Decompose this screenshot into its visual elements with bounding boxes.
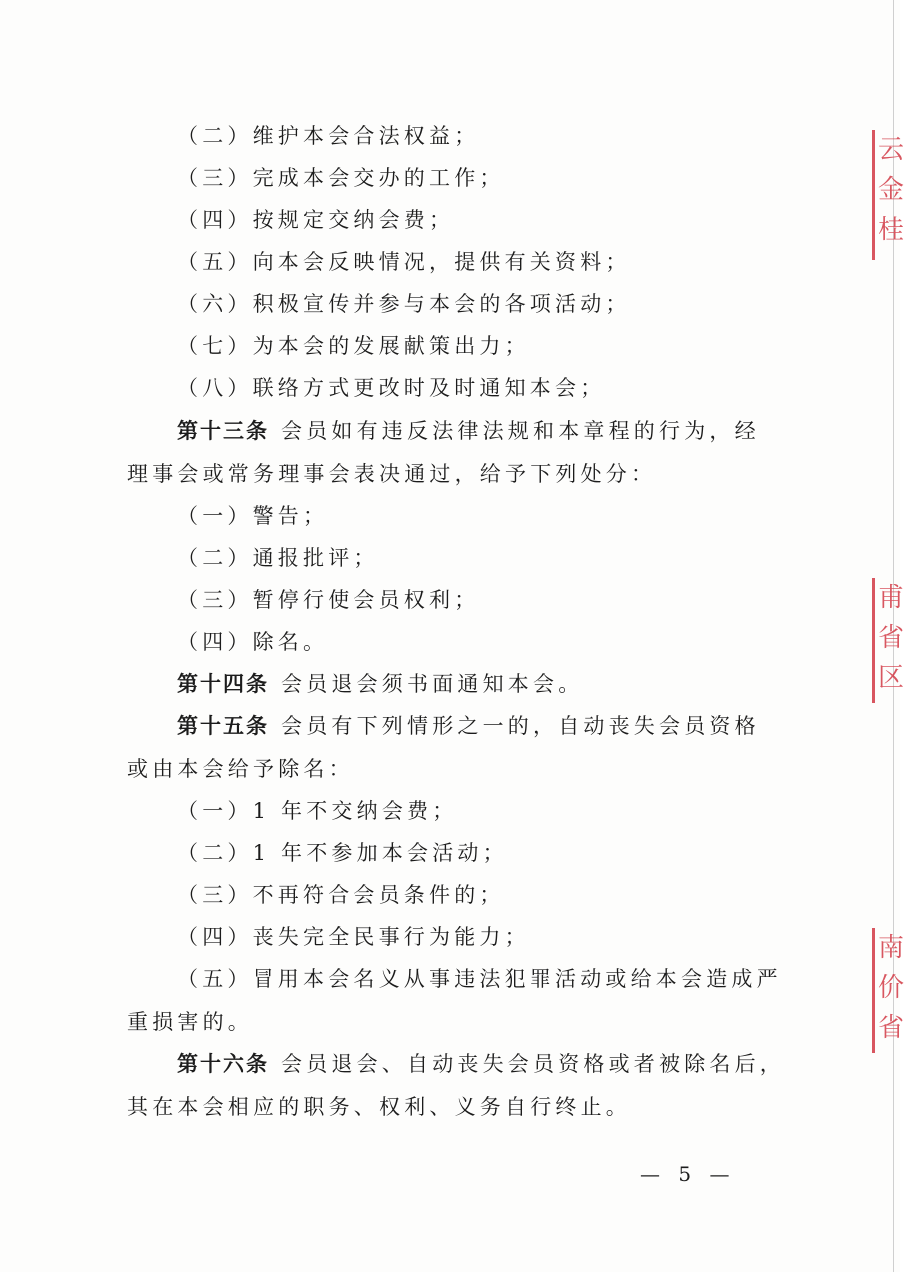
article-15-line-2: 或由本会给予除名： [127,757,354,781]
seal-fragment-bottom [872,928,903,1053]
loss-item-4: （四）丧失完全民事行为能力； [177,925,530,949]
loss-item-2: （二）1 年不参加本会活动； [177,841,508,865]
article-13-line-1 [177,417,760,445]
duty-item-2: （二）维护本会合法权益； [177,124,480,148]
article-14-text-1: 会员退会须书面通知本会。 [281,672,584,696]
article-16-line-1 [177,1050,785,1078]
seal-char: 桂 [877,215,904,245]
article-13-text-1: 会员如有违反法律法规和本章程的行为，经 [281,419,760,443]
duty-item-5: （五）向本会反映情况，提供有关资料； [177,250,631,274]
seal-char: 省 [877,623,904,653]
duty-item-8: （八）联络方式更改时及时通知本会； [177,376,606,400]
article-14-label: 第十四条 [177,672,269,696]
seal-char: 省 [877,1013,904,1043]
article-15-line-1 [177,712,760,740]
seal-char: 云 [877,135,904,165]
penalty-item-1: （一）警告； [177,504,329,528]
article-16-line-2: 其在本会相应的职务、权利、义务自行终止。 [127,1095,631,1119]
seal-char: 金 [877,175,904,205]
duty-item-7: （七）为本会的发展献策出力； [177,334,530,358]
seal-fragment-middle [872,578,903,703]
page-number: — 5 — [640,1162,736,1186]
article-13-line-2: 理事会或常务理事会表决通过，给予下列处分： [127,462,657,486]
seal-char: 区 [877,663,904,693]
penalty-item-3: （三）暂停行使会员权利； [177,588,480,612]
loss-item-1: （一）1 年不交纳会费； [177,799,458,823]
penalty-item-4: （四）除名。 [177,630,329,654]
duty-item-6: （六）积极宣传并参与本会的各项活动； [177,292,631,316]
duty-item-4: （四）按规定交纳会费； [177,208,455,232]
seal-char: 南 [877,933,904,963]
article-14-line-1 [177,670,583,698]
article-13-label: 第十三条 [177,419,269,443]
article-16-text-1: 会员退会、自动丧失会员资格或者被除名后， [281,1052,785,1076]
duty-item-3: （三）完成本会交办的工作； [177,166,505,190]
seal-char: 价 [877,973,904,1003]
seal-fragment-top [872,130,903,260]
article-15-label: 第十五条 [177,714,269,738]
loss-item-3: （三）不再符合会员条件的； [177,883,505,907]
loss-item-5: （五）冒用本会名义从事违法犯罪活动或给本会造成严 [177,967,782,991]
article-16-label: 第十六条 [177,1052,269,1076]
loss-item-5-continued: 重损害的。 [127,1010,253,1034]
article-15-text-1: 会员有下列情形之一的，自动丧失会员资格 [281,714,760,738]
seal-char: 甫 [877,583,904,613]
penalty-item-2: （二）通报批评； [177,546,379,570]
